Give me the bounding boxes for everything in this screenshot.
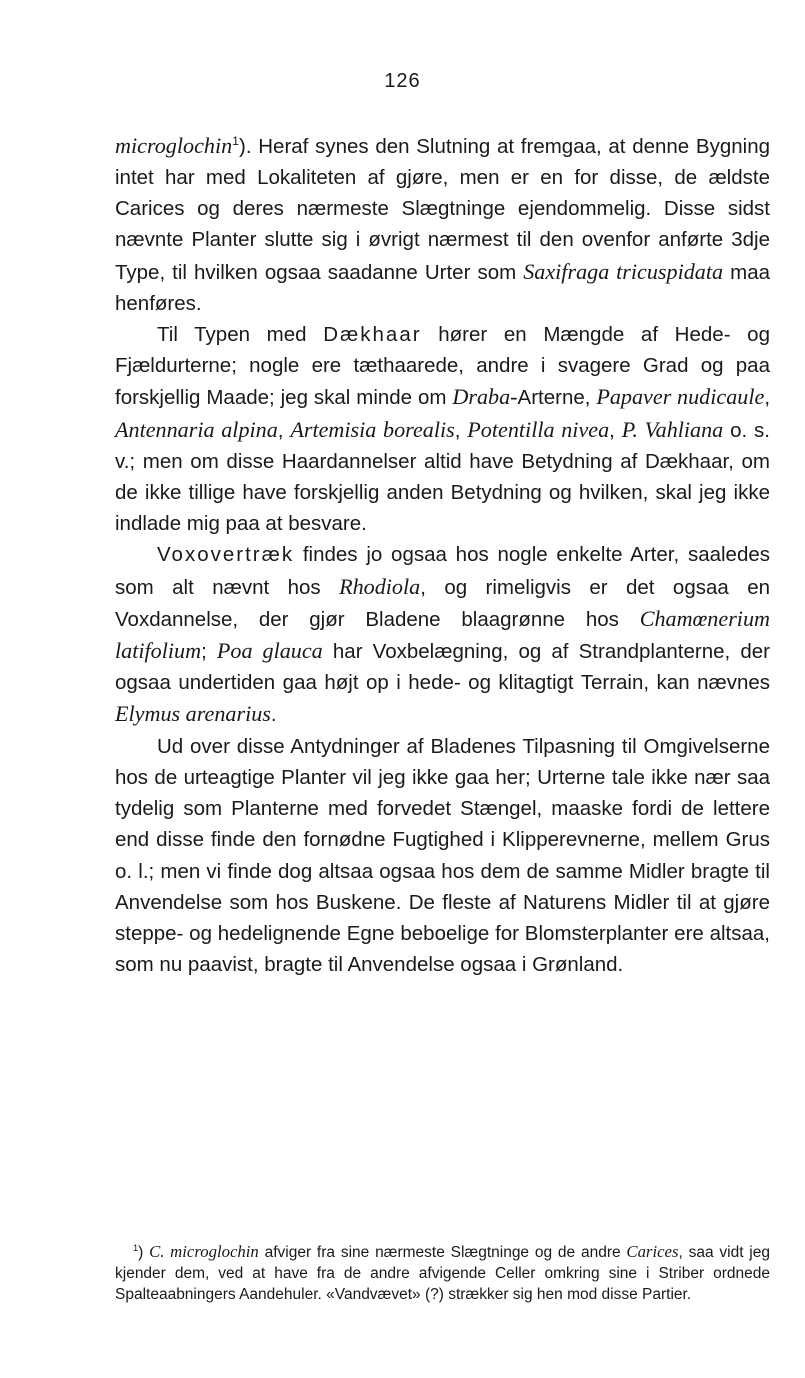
- italic-term: Draba-: [452, 384, 518, 410]
- spaced-term: Dækhaar: [323, 323, 422, 347]
- italic-term: Artemisia borealis: [290, 416, 455, 442]
- text-run: hører en Mængde af Hede- og Fjældurterne; nogle ere tæthaarede, andre i svagere Grad og paa forskjellig Maade; jeg skal minde om: [115, 323, 770, 410]
- page-number: 126: [384, 70, 421, 92]
- paragraph: [115, 319, 770, 539]
- text-run: maa henføres.: [115, 260, 770, 315]
- italic-term: Antennaria alpina: [115, 416, 278, 442]
- body-text: [115, 126, 770, 980]
- text-run: ,: [764, 386, 771, 410]
- text-run: afviger fra sine nærmeste Slægtninge og de andre: [258, 1244, 627, 1262]
- italic-term: Poa glauca: [216, 638, 323, 664]
- italic-term: Elymus arenarius: [115, 701, 271, 727]
- text-run: Arterne,: [517, 386, 597, 410]
- text-run: ,: [277, 418, 291, 442]
- text-run: ): [138, 1244, 150, 1262]
- text-run: , og rimeligvis er det ogsaa en Voxdannelse, der gjør Bladene blaagrønne hos: [115, 575, 770, 631]
- text-run: ,: [609, 418, 622, 442]
- italic-term: Potentilla nivea: [467, 416, 610, 442]
- italic-term: Papaver nudicaule: [596, 384, 765, 410]
- text-run: Ud over disse Antydninger af Bladenes Tilpasning til Omgivelserne hos de urteagtige Planter vil jeg ikke gaa her; Urterne tale ikke nær saa tydelig som Planterne med forvedet Stængel, maaske fordi de lettere end disse finde den fornødne Fugtighed i Klipperevnerne, mellem Grus o. l.; men vi finde dog altsaa ogsaa hos dem de samme Midler bragte til Anvendelse som hos Buskene. De fleste af Naturens Midler til at gjøre steppe- og hedelignende Egne beboelige for Blomsterplanter ere altsaa, som nu paavist, bragte til Anvendelse ogsaa i Grønland.: [115, 734, 770, 977]
- italic-term: Chamœnerium latifolium: [115, 605, 770, 664]
- italic-term: Saxifraga tricuspidata: [523, 258, 724, 284]
- text-run: ). Heraf synes den Slutning at fremgaa, at denne Bygning intet har med Lokaliteten af gjøre, men er en for disse, de ældste Carices og deres nærmeste Slægtninge ejendommelig. Disse sidst nævnte Planter slutte sig i øvrigt nærmest til den ovenfor anførte 3dje Type, til hvilken ogsaa saadanne Urter som: [115, 134, 770, 284]
- italic-term: C. microglochin: [149, 1242, 259, 1262]
- spaced-term: Voxovertræk: [157, 543, 295, 567]
- text-run: o. s. v.; men om disse Haardannelser altid have Betydning af Dækhaar, om de ikke tillige have forskjellig anden Betydning og hvilken, skal jeg ikke indlade mig paa at besvare.: [115, 418, 770, 536]
- italic-term: Carices: [626, 1242, 679, 1262]
- text-run: findes jo ogsaa hos nogle enkelte Arter, saaledes som alt nævnt hos: [115, 543, 770, 599]
- text-run: , saa vidt jeg kjender dem, ved at have fra de andre afvigende Celler omkring sine i Striber ordnede Spalteaabningers Aandehuler. «Vandvævet» (?) strækker sig hen mod disse Partier.: [115, 1244, 770, 1304]
- text-run: ;: [201, 640, 217, 664]
- paragraph: [115, 539, 770, 730]
- italic-term: P. Vahliana: [621, 416, 724, 442]
- text-run: har Voxbelægning, og af Strandplanterne, der ogsaa undertiden gaa højt op i hede- og klitagtigt Terrain, kan nævnes: [115, 640, 770, 695]
- footnote: [115, 1238, 770, 1305]
- footnote-marker: 1: [133, 1243, 139, 1253]
- italic-term: Rhodiola: [339, 573, 421, 599]
- paragraph: [115, 126, 770, 319]
- text-run: Til Typen med: [157, 323, 324, 347]
- italic-term: microglochin: [115, 132, 233, 158]
- text-run: .: [270, 703, 277, 727]
- text-run: ,: [454, 418, 468, 442]
- footnote-marker: 1: [232, 134, 240, 148]
- paragraph: [115, 731, 770, 981]
